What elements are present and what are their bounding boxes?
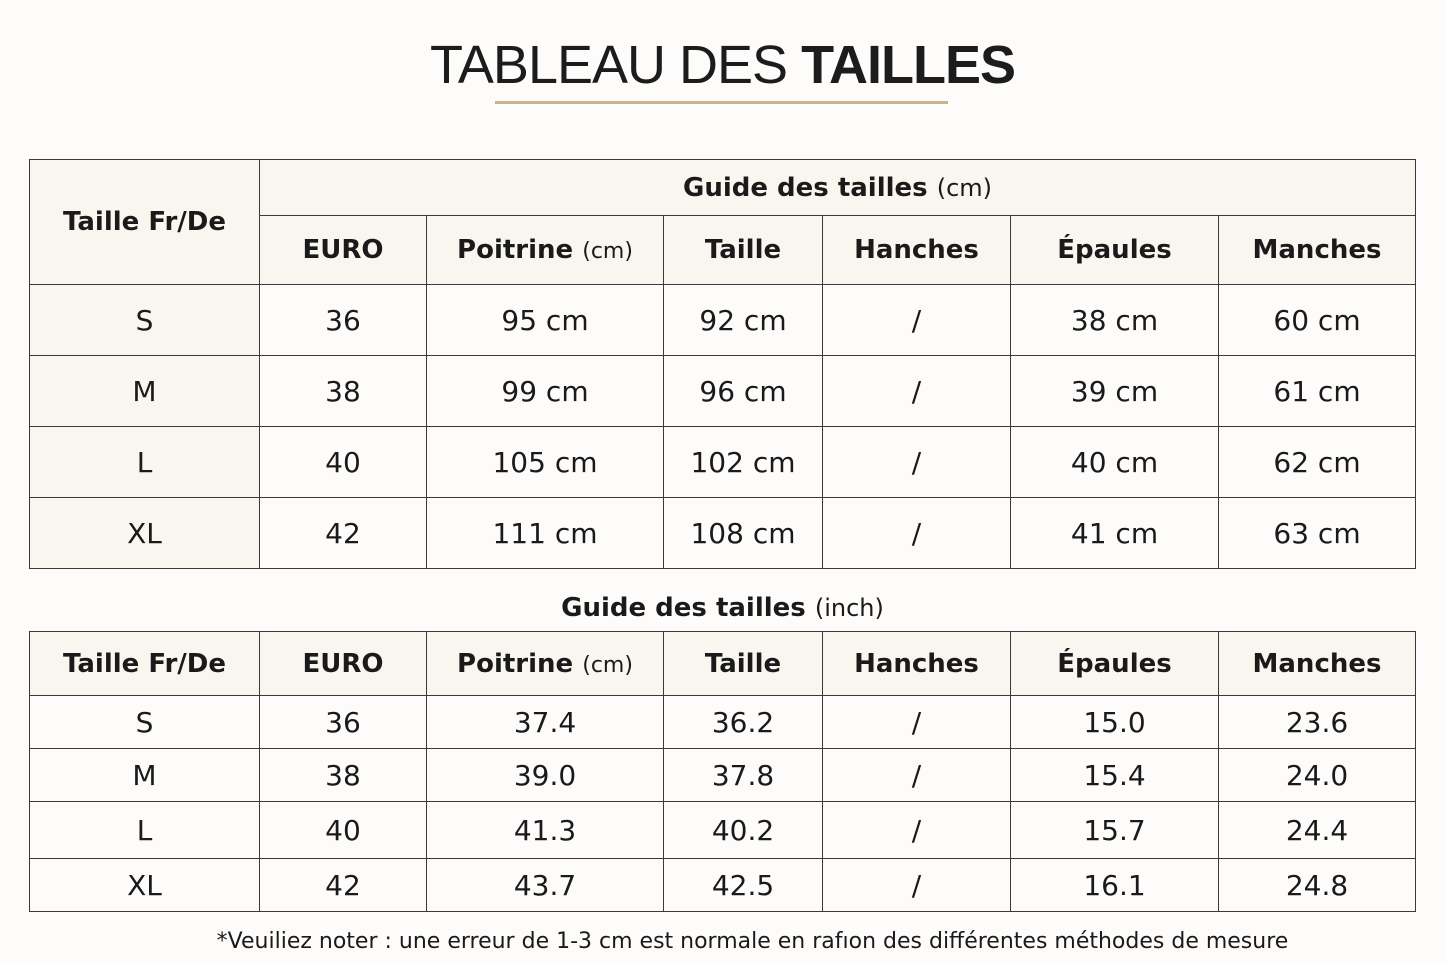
column-label: Taille (704, 648, 782, 679)
col-header-manches (1219, 632, 1416, 696)
col-header-taille (664, 632, 823, 696)
table-cell: 63 cm (1219, 498, 1416, 569)
inch-title-unit: (inch) (814, 594, 884, 622)
table-row (30, 696, 1416, 749)
table-cell: / (823, 802, 1011, 859)
table-cell: 36 (260, 285, 427, 356)
table-cell: / (823, 427, 1011, 498)
table-cell: 36 (260, 696, 427, 749)
footnote: *Veuiliez noter : une erreur de 1-3 cm est normale en rafıon des différentes méthodes de mesure (216, 929, 1289, 954)
title-underline (495, 101, 948, 104)
column-unit: (cm) (582, 652, 633, 678)
column-unit: (cm) (582, 239, 633, 264)
table-row (30, 859, 1416, 912)
table-cell: 37.8 (664, 749, 823, 802)
table-cell: 37.4 (427, 696, 664, 749)
col-header-euro (260, 216, 427, 285)
group-title: Guide des tailles (682, 172, 928, 203)
table-cell: 60 cm (1219, 285, 1416, 356)
table-cell: 39.0 (427, 749, 664, 802)
table-cell: 16.1 (1011, 859, 1219, 912)
col-header-poitrine (427, 632, 664, 696)
table-cell: 41 cm (1011, 498, 1219, 569)
table-cell: 96 cm (664, 356, 823, 427)
table-cell: 111 cm (427, 498, 664, 569)
table-cell: / (823, 749, 1011, 802)
column-label: Épaules (1057, 235, 1172, 265)
table-cell: 42 (260, 498, 427, 569)
col-header-hanches (823, 216, 1011, 285)
page-title (0, 30, 1445, 100)
table-row (30, 498, 1416, 569)
table-cell: 40 (260, 802, 427, 859)
size-cell: XL (30, 859, 260, 912)
col-header-taille (664, 216, 823, 285)
title-bold: TAILLES (801, 35, 1016, 95)
table-cell: 102 cm (664, 427, 823, 498)
column-label: Manches (1252, 648, 1382, 679)
size-cell: M (30, 356, 260, 427)
table-cell: 62 cm (1219, 427, 1416, 498)
table-cell: 61 cm (1219, 356, 1416, 427)
title-light: TABLEAU DES (429, 35, 788, 95)
table-cell: 39 cm (1011, 356, 1219, 427)
col-header-euro (260, 632, 427, 696)
size-cell: XL (30, 498, 260, 569)
size-table-inch (29, 631, 1416, 912)
table-cell: / (823, 696, 1011, 749)
column-label: Poitrine (457, 648, 574, 679)
table-cell: 40 (260, 427, 427, 498)
inch-table-title (0, 588, 1445, 628)
column-label: Taille (704, 235, 782, 265)
size-cell: L (30, 427, 260, 498)
table-row (30, 356, 1416, 427)
table-cell: / (823, 285, 1011, 356)
size-cell: L (30, 802, 260, 859)
table-row (30, 749, 1416, 802)
table-cell: 38 (260, 749, 427, 802)
table-cell: 95 cm (427, 285, 664, 356)
table-cell: 108 cm (664, 498, 823, 569)
table-cell: 15.0 (1011, 696, 1219, 749)
table-cell: 99 cm (427, 356, 664, 427)
table-cell: 38 (260, 356, 427, 427)
size-table-cm (29, 159, 1416, 569)
table-cell: 23.6 (1219, 696, 1416, 749)
table-cell: 43.7 (427, 859, 664, 912)
column-label: Épaules (1057, 648, 1172, 679)
column-label: Poitrine (457, 235, 574, 265)
table-cell: / (823, 498, 1011, 569)
table-cell: 36.2 (664, 696, 823, 749)
table-row (30, 802, 1416, 859)
column-label: Manches (1252, 235, 1382, 265)
table-cell: / (823, 859, 1011, 912)
column-label: EURO (302, 648, 384, 679)
table-cell: / (823, 356, 1011, 427)
table-row (30, 427, 1416, 498)
table-cell: 92 cm (664, 285, 823, 356)
table-cell: 15.4 (1011, 749, 1219, 802)
table-cell: 24.8 (1219, 859, 1416, 912)
table-cell: 42 (260, 859, 427, 912)
col-header-poitrine (427, 216, 664, 285)
table-cell: 24.0 (1219, 749, 1416, 802)
table-row (30, 285, 1416, 356)
size-cell: S (30, 285, 260, 356)
column-label: EURO (302, 235, 384, 265)
table-cell: 105 cm (427, 427, 664, 498)
corner-header: Taille Fr/De (30, 160, 260, 285)
column-label: Hanches (854, 648, 979, 679)
size-cell: S (30, 696, 260, 749)
inch-title-text: Guide des tailles (561, 593, 806, 623)
table-cell: 42.5 (664, 859, 823, 912)
col-header-epaules (1011, 216, 1219, 285)
size-cell: M (30, 749, 260, 802)
group-header (260, 160, 1416, 216)
group-unit: (cm) (936, 173, 993, 202)
column-label: Hanches (854, 235, 979, 265)
table-cell: 41.3 (427, 802, 664, 859)
table-cell: 24.4 (1219, 802, 1416, 859)
col-header-hanches (823, 632, 1011, 696)
table-cell: 15.7 (1011, 802, 1219, 859)
table-cell: 40 cm (1011, 427, 1219, 498)
col-header-manches (1219, 216, 1416, 285)
corner-header: Taille Fr/De (30, 632, 260, 696)
table-cell: 40.2 (664, 802, 823, 859)
table-cell: 38 cm (1011, 285, 1219, 356)
col-header-epaules (1011, 632, 1219, 696)
